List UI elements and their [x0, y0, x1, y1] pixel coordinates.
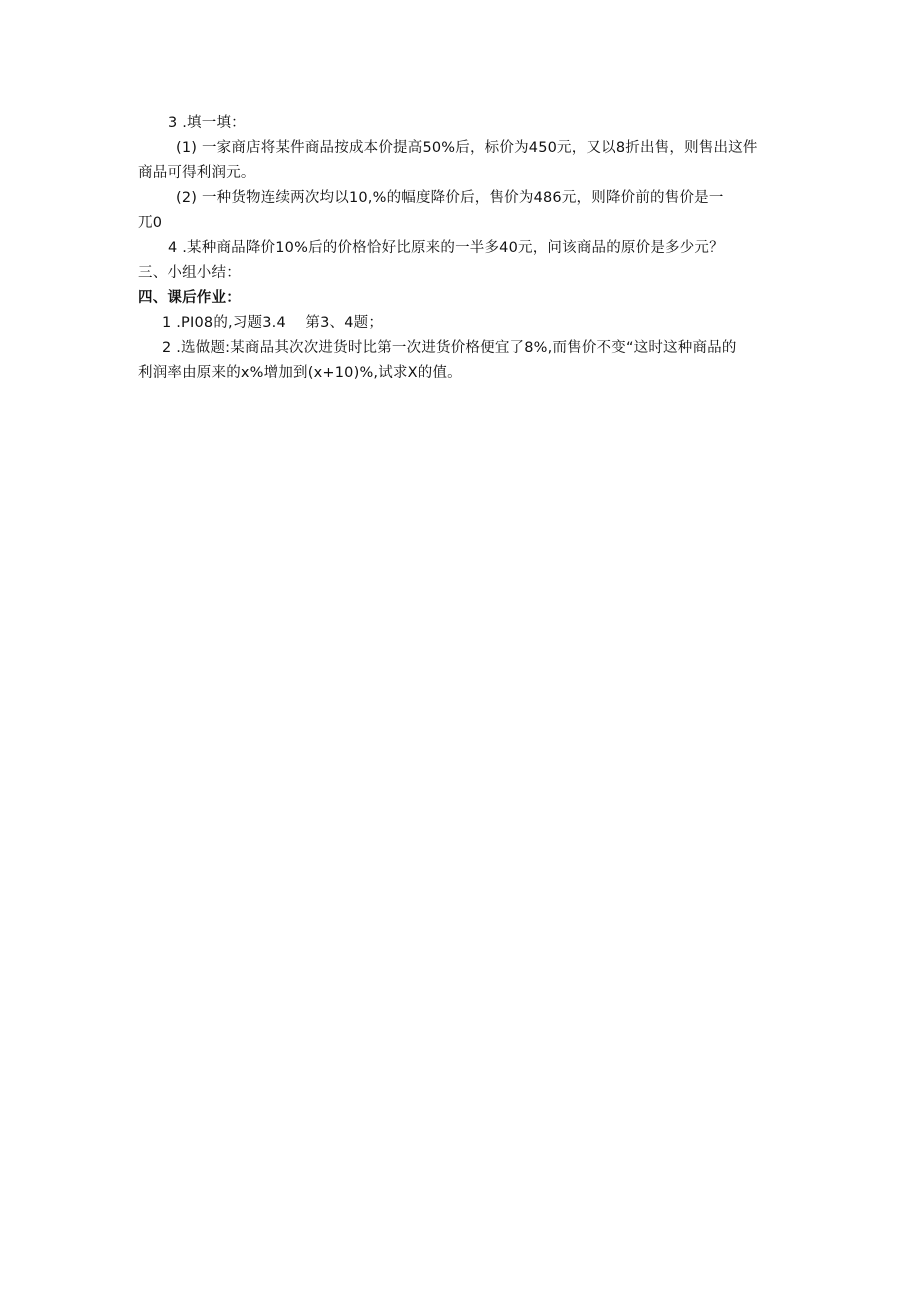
homework-item-2-line-1: 2 .选做题:某商品其次次进货时比第一次进货价格便宜了8%,而售价不变“这时这种商品的 — [162, 340, 737, 356]
question-1-line-1: (1) 一家商店将某件商品按成本价提高50%后，标价为450元，又以8折出售，则售出这件 — [176, 140, 758, 156]
section-summary-heading: 三、小组小结： — [138, 265, 241, 281]
section-homework-heading: 四、课后作业： — [138, 290, 241, 306]
question-2-line-1: (2) 一种货物连续两次均以10,%的幅度降价后，售价为486元，则降价前的售价是一 — [176, 190, 724, 206]
fill-in-heading: 3 .填一填： — [168, 115, 246, 131]
question-4: 4 .某种商品降价10%后的价格恰好比原来的一半多40元，问该商品的原价是多少元？ — [168, 240, 724, 256]
question-2-line-2: 兀0 — [138, 215, 163, 231]
homework-item-2-line-2: 利润率由原来的x%增加到(x+10)%,试求X的值。 — [138, 365, 462, 381]
homework-item-1: 1 .PI08的,习题3.4 第3、4题； — [162, 315, 384, 331]
question-1-line-2: 商品可得利润元。 — [138, 165, 256, 181]
